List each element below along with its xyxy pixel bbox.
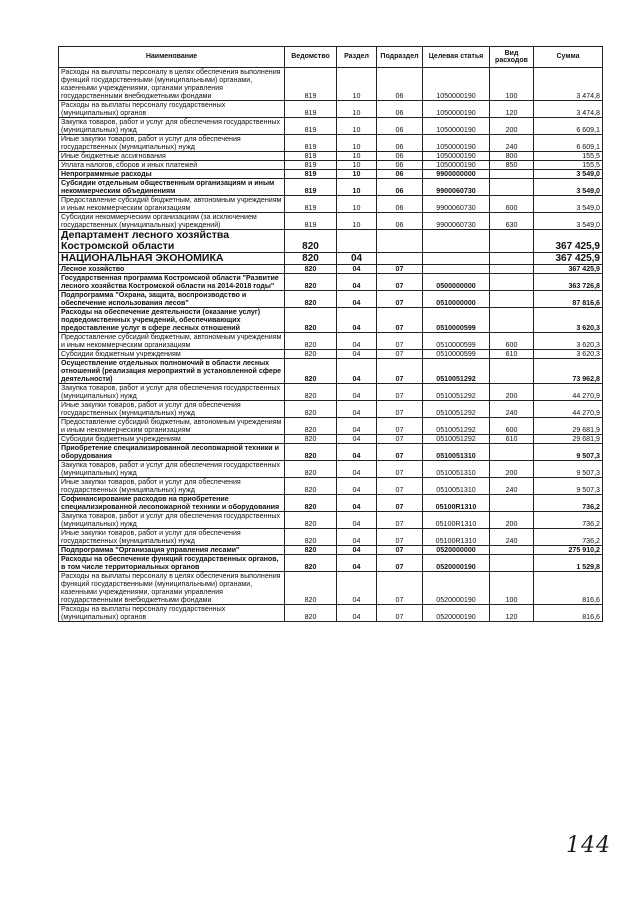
- row-department-cell: 820: [285, 418, 337, 435]
- row-name-cell: Подпрограмма "Организация управления лесами": [59, 546, 285, 555]
- row-section-cell: 10: [337, 135, 377, 152]
- row-section-cell: 04: [337, 435, 377, 444]
- row-department-cell: 820: [285, 359, 337, 384]
- row-subsection-cell: 07: [377, 274, 423, 291]
- row-name-cell: Софинансирование расходов на приобретение специализированной лесопожарной техники и оборудования: [59, 495, 285, 512]
- header-section: Раздел: [337, 47, 377, 68]
- row-name-cell: Субсидии бюджетным учреждениям: [59, 350, 285, 359]
- table-row: [59, 512, 603, 529]
- row-name-cell: Расходы на выплаты персоналу в целях обеспечения выполнения функций государственными (муниципальными) органами, казенными учреждениями, органами управления государственными внебюджетными фондами: [59, 68, 285, 101]
- row-expense-type-cell: 240: [490, 478, 534, 495]
- row-amount-cell: 367 425,9: [534, 253, 603, 265]
- row-amount-cell: 3 549,0: [534, 170, 603, 179]
- row-subsection-cell: 07: [377, 478, 423, 495]
- row-amount-cell: 363 726,8: [534, 274, 603, 291]
- row-department-cell: 820: [285, 333, 337, 350]
- header-subsection: Подраздел: [377, 47, 423, 68]
- row-section-cell: 04: [337, 401, 377, 418]
- row-expense-type-cell: 600: [490, 418, 534, 435]
- row-name-cell: Субсидии бюджетным учреждениям: [59, 435, 285, 444]
- row-expense-type-cell: [490, 495, 534, 512]
- row-amount-cell: 3 620,3: [534, 333, 603, 350]
- row-department-cell: 820: [285, 350, 337, 359]
- row-expense-type-cell: 240: [490, 401, 534, 418]
- row-target-cell: 0520000190: [423, 572, 490, 605]
- row-subsection-cell: 06: [377, 101, 423, 118]
- row-section-cell: 10: [337, 68, 377, 101]
- row-name-cell: НАЦИОНАЛЬНАЯ ЭКОНОМИКА: [59, 253, 285, 265]
- row-amount-cell: 44 270,9: [534, 401, 603, 418]
- table-row: [59, 478, 603, 495]
- row-section-cell: 04: [337, 291, 377, 308]
- row-department-cell: 819: [285, 179, 337, 196]
- row-section-cell: 04: [337, 546, 377, 555]
- row-subsection-cell: 07: [377, 291, 423, 308]
- row-expense-type-cell: [490, 265, 534, 274]
- table-row: [59, 359, 603, 384]
- row-expense-type-cell: 800: [490, 152, 534, 161]
- row-subsection-cell: 07: [377, 512, 423, 529]
- row-amount-cell: 9 507,3: [534, 444, 603, 461]
- row-amount-cell: 44 270,9: [534, 384, 603, 401]
- row-subsection-cell: 07: [377, 444, 423, 461]
- page-number: 144: [566, 833, 611, 858]
- row-expense-type-cell: 600: [490, 196, 534, 213]
- row-name-cell: Расходы на выплаты персоналу в целях обеспечения выполнения функций государственными (муниципальными) органами, казенными учреждениями, органами управления государственными внебюджетными фондами: [59, 572, 285, 605]
- table-row: [59, 291, 603, 308]
- row-target-cell: 0510051292: [423, 384, 490, 401]
- table-row: [59, 401, 603, 418]
- row-section-cell: 10: [337, 101, 377, 118]
- row-section-cell: 04: [337, 512, 377, 529]
- table-row: [59, 213, 603, 230]
- table-row: [59, 418, 603, 435]
- table-row: [59, 435, 603, 444]
- row-name-cell: Закупка товаров, работ и услуг для обеспечения государственных (муниципальных) нужд: [59, 512, 285, 529]
- row-expense-type-cell: 610: [490, 350, 534, 359]
- row-target-cell: 9900060730: [423, 213, 490, 230]
- table-row: [59, 350, 603, 359]
- row-name-cell: Иные закупки товаров, работ и услуг для обеспечения государственных (муниципальных) нужд: [59, 478, 285, 495]
- row-amount-cell: 9 507,3: [534, 478, 603, 495]
- row-target-cell: 1050000190: [423, 118, 490, 135]
- row-section-cell: 04: [337, 274, 377, 291]
- row-amount-cell: 3 620,3: [534, 308, 603, 333]
- row-expense-type-cell: [490, 546, 534, 555]
- table-body: [59, 68, 603, 622]
- table-row: [59, 384, 603, 401]
- table-row: [59, 605, 603, 622]
- row-section-cell: 04: [337, 308, 377, 333]
- row-expense-type-cell: [490, 179, 534, 196]
- row-expense-type-cell: 120: [490, 101, 534, 118]
- row-department-cell: 820: [285, 444, 337, 461]
- row-section-cell: 10: [337, 196, 377, 213]
- row-department-cell: 820: [285, 478, 337, 495]
- row-section-cell: 04: [337, 265, 377, 274]
- row-name-cell: Предоставление субсидий бюджетным, автономным учреждениям и иным некоммерческим организациям: [59, 196, 285, 213]
- row-subsection-cell: 06: [377, 179, 423, 196]
- row-amount-cell: 3 474,8: [534, 68, 603, 101]
- table-row: [59, 179, 603, 196]
- row-amount-cell: 6 609,1: [534, 118, 603, 135]
- row-expense-type-cell: [490, 555, 534, 572]
- row-amount-cell: 736,2: [534, 529, 603, 546]
- row-section-cell: 04: [337, 529, 377, 546]
- row-target-cell: 0510000599: [423, 350, 490, 359]
- row-target-cell: 0520000190: [423, 555, 490, 572]
- row-target-cell: 0510051310: [423, 444, 490, 461]
- row-subsection-cell: 07: [377, 461, 423, 478]
- row-target-cell: [423, 265, 490, 274]
- row-amount-cell: 1 529,8: [534, 555, 603, 572]
- row-amount-cell: 3 474,8: [534, 101, 603, 118]
- row-name-cell: Закупка товаров, работ и услуг для обеспечения государственных (муниципальных) нужд: [59, 118, 285, 135]
- row-subsection-cell: 06: [377, 170, 423, 179]
- row-name-cell: Закупка товаров, работ и услуг для обеспечения государственных (муниципальных) нужд: [59, 461, 285, 478]
- table-row: [59, 118, 603, 135]
- row-subsection-cell: 07: [377, 435, 423, 444]
- row-subsection-cell: 07: [377, 529, 423, 546]
- table-row: [59, 495, 603, 512]
- row-subsection-cell: 07: [377, 359, 423, 384]
- row-section-cell: 04: [337, 444, 377, 461]
- row-department-cell: 819: [285, 213, 337, 230]
- row-target-cell: 0510000000: [423, 291, 490, 308]
- table-row: [59, 555, 603, 572]
- row-name-cell: Осуществление отдельных полномочий в области лесных отношений (реализация мероприятий в установленной сфере деятельности): [59, 359, 285, 384]
- row-target-cell: 1050000190: [423, 135, 490, 152]
- table-row: [59, 461, 603, 478]
- header-name: Наименование: [59, 47, 285, 68]
- row-name-cell: Расходы на обеспечение функций государственных органов, в том числе территориальных органов: [59, 555, 285, 572]
- row-department-cell: 820: [285, 435, 337, 444]
- row-subsection-cell: 07: [377, 333, 423, 350]
- row-department-cell: 820: [285, 605, 337, 622]
- row-section-cell: 04: [337, 418, 377, 435]
- row-subsection-cell: 07: [377, 350, 423, 359]
- table-row: [59, 196, 603, 213]
- row-target-cell: 05100R1310: [423, 495, 490, 512]
- row-section-cell: 10: [337, 152, 377, 161]
- row-amount-cell: 87 816,6: [534, 291, 603, 308]
- row-section-cell: 04: [337, 572, 377, 605]
- row-expense-type-cell: 120: [490, 605, 534, 622]
- row-name-cell: Расходы на выплаты персоналу государственных (муниципальных) органов: [59, 605, 285, 622]
- row-subsection-cell: 06: [377, 135, 423, 152]
- row-name-cell: Предоставление субсидий бюджетным, автономным учреждениям и иным некоммерческим организациям: [59, 418, 285, 435]
- row-section-cell: 10: [337, 118, 377, 135]
- row-subsection-cell: 06: [377, 118, 423, 135]
- table-row: [59, 170, 603, 179]
- table-row: [59, 308, 603, 333]
- row-subsection-cell: 06: [377, 196, 423, 213]
- row-section-cell: 04: [337, 495, 377, 512]
- row-name-cell: Субсидии некоммерческим организациям (за исключением государственных (муниципальных) учреждений): [59, 213, 285, 230]
- row-target-cell: 0520000190: [423, 605, 490, 622]
- row-department-cell: 820: [285, 512, 337, 529]
- row-section-cell: 04: [337, 461, 377, 478]
- row-department-cell: 819: [285, 152, 337, 161]
- row-subsection-cell: 07: [377, 418, 423, 435]
- row-subsection-cell: 07: [377, 401, 423, 418]
- table-row: [59, 230, 603, 253]
- table-row: [59, 161, 603, 170]
- row-amount-cell: 3 549,0: [534, 213, 603, 230]
- row-target-cell: 1050000190: [423, 101, 490, 118]
- row-target-cell: 9900060730: [423, 196, 490, 213]
- table-row: [59, 253, 603, 265]
- row-amount-cell: 9 507,3: [534, 461, 603, 478]
- row-amount-cell: 367 425,9: [534, 265, 603, 274]
- row-section-cell: [337, 230, 377, 253]
- row-section-cell: 04: [337, 555, 377, 572]
- row-section-cell: 10: [337, 213, 377, 230]
- row-expense-type-cell: 630: [490, 213, 534, 230]
- row-department-cell: 820: [285, 401, 337, 418]
- row-amount-cell: 3 549,0: [534, 196, 603, 213]
- row-department-cell: 820: [285, 555, 337, 572]
- row-amount-cell: 367 425,9: [534, 230, 603, 253]
- row-section-cell: 04: [337, 333, 377, 350]
- table-row: [59, 101, 603, 118]
- row-department-cell: 819: [285, 196, 337, 213]
- row-expense-type-cell: 200: [490, 118, 534, 135]
- row-name-cell: Непрограммные расходы: [59, 170, 285, 179]
- table-row: [59, 274, 603, 291]
- row-expense-type-cell: [490, 291, 534, 308]
- row-target-cell: 1050000190: [423, 161, 490, 170]
- row-expense-type-cell: 600: [490, 333, 534, 350]
- row-name-cell: Департамент лесного хозяйства Костромской области: [59, 230, 285, 253]
- row-section-cell: 04: [337, 359, 377, 384]
- row-department-cell: 820: [285, 274, 337, 291]
- row-target-cell: [423, 253, 490, 265]
- row-department-cell: 820: [285, 253, 337, 265]
- row-expense-type-cell: 240: [490, 529, 534, 546]
- table-row: [59, 529, 603, 546]
- row-name-cell: Расходы на обеспечение деятельности (оказание услуг) подведомственных учреждений, обеспечивающих предоставление услуг в сфере лесных отношений: [59, 308, 285, 333]
- row-name-cell: Иные закупки товаров, работ и услуг для обеспечения государственных (муниципальных) нужд: [59, 529, 285, 546]
- row-department-cell: 819: [285, 68, 337, 101]
- row-target-cell: 0510051292: [423, 435, 490, 444]
- row-expense-type-cell: 850: [490, 161, 534, 170]
- row-target-cell: 0510051310: [423, 478, 490, 495]
- row-target-cell: [423, 230, 490, 253]
- row-amount-cell: 736,2: [534, 512, 603, 529]
- row-name-cell: Приобретение специализированной лесопожарной техники и оборудования: [59, 444, 285, 461]
- row-amount-cell: 816,6: [534, 605, 603, 622]
- row-name-cell: Субсидии отдельным общественным организациям и иным некоммерческим объединениям: [59, 179, 285, 196]
- row-expense-type-cell: [490, 230, 534, 253]
- row-target-cell: 9900060730: [423, 179, 490, 196]
- row-name-cell: Расходы на выплаты персоналу государственных (муниципальных) органов: [59, 101, 285, 118]
- row-department-cell: 820: [285, 461, 337, 478]
- row-name-cell: Иные закупки товаров, работ и услуг для обеспечения государственных (муниципальных) нужд: [59, 135, 285, 152]
- row-expense-type-cell: [490, 170, 534, 179]
- row-department-cell: 820: [285, 308, 337, 333]
- row-section-cell: 04: [337, 478, 377, 495]
- table-row: [59, 572, 603, 605]
- row-name-cell: Иные закупки товаров, работ и услуг для обеспечения государственных (муниципальных) нужд: [59, 401, 285, 418]
- row-expense-type-cell: [490, 274, 534, 291]
- row-amount-cell: 73 962,8: [534, 359, 603, 384]
- row-name-cell: Государственная программа Костромской области "Развитие лесного хозяйства Костромской области на 2014-2018 годы": [59, 274, 285, 291]
- row-department-cell: 820: [285, 265, 337, 274]
- row-subsection-cell: 06: [377, 161, 423, 170]
- row-target-cell: 0520000000: [423, 546, 490, 555]
- row-target-cell: 0510000599: [423, 308, 490, 333]
- row-subsection-cell: 07: [377, 265, 423, 274]
- table-row: [59, 135, 603, 152]
- row-amount-cell: 155,5: [534, 161, 603, 170]
- row-section-cell: 10: [337, 161, 377, 170]
- row-expense-type-cell: 610: [490, 435, 534, 444]
- row-subsection-cell: 06: [377, 152, 423, 161]
- row-subsection-cell: 07: [377, 495, 423, 512]
- table-row: [59, 546, 603, 555]
- row-target-cell: 0500000000: [423, 274, 490, 291]
- row-department-cell: 819: [285, 161, 337, 170]
- row-department-cell: 820: [285, 495, 337, 512]
- row-subsection-cell: 06: [377, 68, 423, 101]
- row-department-cell: 820: [285, 384, 337, 401]
- row-expense-type-cell: [490, 253, 534, 265]
- row-department-cell: 820: [285, 291, 337, 308]
- row-amount-cell: 6 609,1: [534, 135, 603, 152]
- row-subsection-cell: 07: [377, 308, 423, 333]
- row-section-cell: 04: [337, 350, 377, 359]
- row-expense-type-cell: 200: [490, 461, 534, 478]
- row-amount-cell: 736,2: [534, 495, 603, 512]
- row-department-cell: 819: [285, 170, 337, 179]
- row-subsection-cell: 07: [377, 384, 423, 401]
- row-amount-cell: 816,6: [534, 572, 603, 605]
- row-subsection-cell: 07: [377, 555, 423, 572]
- row-name-cell: Уплата налогов, сборов и иных платежей: [59, 161, 285, 170]
- row-department-cell: 819: [285, 101, 337, 118]
- row-amount-cell: 29 681,9: [534, 435, 603, 444]
- row-name-cell: Лесное хозяйство: [59, 265, 285, 274]
- row-department-cell: 820: [285, 529, 337, 546]
- row-amount-cell: 3 620,3: [534, 350, 603, 359]
- budget-table: [58, 46, 603, 622]
- row-expense-type-cell: [490, 444, 534, 461]
- row-subsection-cell: [377, 230, 423, 253]
- row-amount-cell: 29 681,9: [534, 418, 603, 435]
- table-header-row: [59, 47, 603, 68]
- row-target-cell: 05100R1310: [423, 529, 490, 546]
- row-target-cell: 0510051310: [423, 461, 490, 478]
- row-department-cell: 819: [285, 118, 337, 135]
- row-target-cell: 1050000190: [423, 68, 490, 101]
- row-expense-type-cell: 100: [490, 68, 534, 101]
- row-target-cell: 0510051292: [423, 359, 490, 384]
- row-target-cell: 0510000599: [423, 333, 490, 350]
- row-expense-type-cell: 200: [490, 384, 534, 401]
- row-name-cell: Подпрограмма "Охрана, защита, воспроизводство и обеспечение использования лесов": [59, 291, 285, 308]
- row-subsection-cell: 06: [377, 213, 423, 230]
- row-section-cell: 04: [337, 253, 377, 265]
- row-amount-cell: 3 549,0: [534, 179, 603, 196]
- header-expense-type: Вид расходов: [490, 47, 534, 68]
- row-amount-cell: 275 910,2: [534, 546, 603, 555]
- table-row: [59, 444, 603, 461]
- header-department: Ведомство: [285, 47, 337, 68]
- header-amount: Сумма: [534, 47, 603, 68]
- row-target-cell: 9900000000: [423, 170, 490, 179]
- row-section-cell: 04: [337, 384, 377, 401]
- row-subsection-cell: 07: [377, 572, 423, 605]
- row-name-cell: Закупка товаров, работ и услуг для обеспечения государственных (муниципальных) нужд: [59, 384, 285, 401]
- table-row: [59, 152, 603, 161]
- row-department-cell: 820: [285, 572, 337, 605]
- row-department-cell: 819: [285, 135, 337, 152]
- table-row: [59, 333, 603, 350]
- row-department-cell: 820: [285, 546, 337, 555]
- header-target: Целевая статья: [423, 47, 490, 68]
- row-subsection-cell: 07: [377, 546, 423, 555]
- row-expense-type-cell: 100: [490, 572, 534, 605]
- row-target-cell: 0510051292: [423, 401, 490, 418]
- row-section-cell: 10: [337, 179, 377, 196]
- row-expense-type-cell: [490, 308, 534, 333]
- row-section-cell: 04: [337, 605, 377, 622]
- row-name-cell: Иные бюджетные ассигнования: [59, 152, 285, 161]
- row-subsection-cell: 07: [377, 605, 423, 622]
- row-name-cell: Предоставление субсидий бюджетным, автономным учреждениям и иным некоммерческим организациям: [59, 333, 285, 350]
- row-expense-type-cell: [490, 359, 534, 384]
- row-expense-type-cell: 240: [490, 135, 534, 152]
- row-target-cell: 05100R1310: [423, 512, 490, 529]
- row-expense-type-cell: 200: [490, 512, 534, 529]
- row-target-cell: 0510051292: [423, 418, 490, 435]
- row-section-cell: 10: [337, 170, 377, 179]
- table-row: [59, 265, 603, 274]
- row-subsection-cell: [377, 253, 423, 265]
- row-amount-cell: 155,5: [534, 152, 603, 161]
- row-target-cell: 1050000190: [423, 152, 490, 161]
- table-row: [59, 68, 603, 101]
- row-department-cell: 820: [285, 230, 337, 253]
